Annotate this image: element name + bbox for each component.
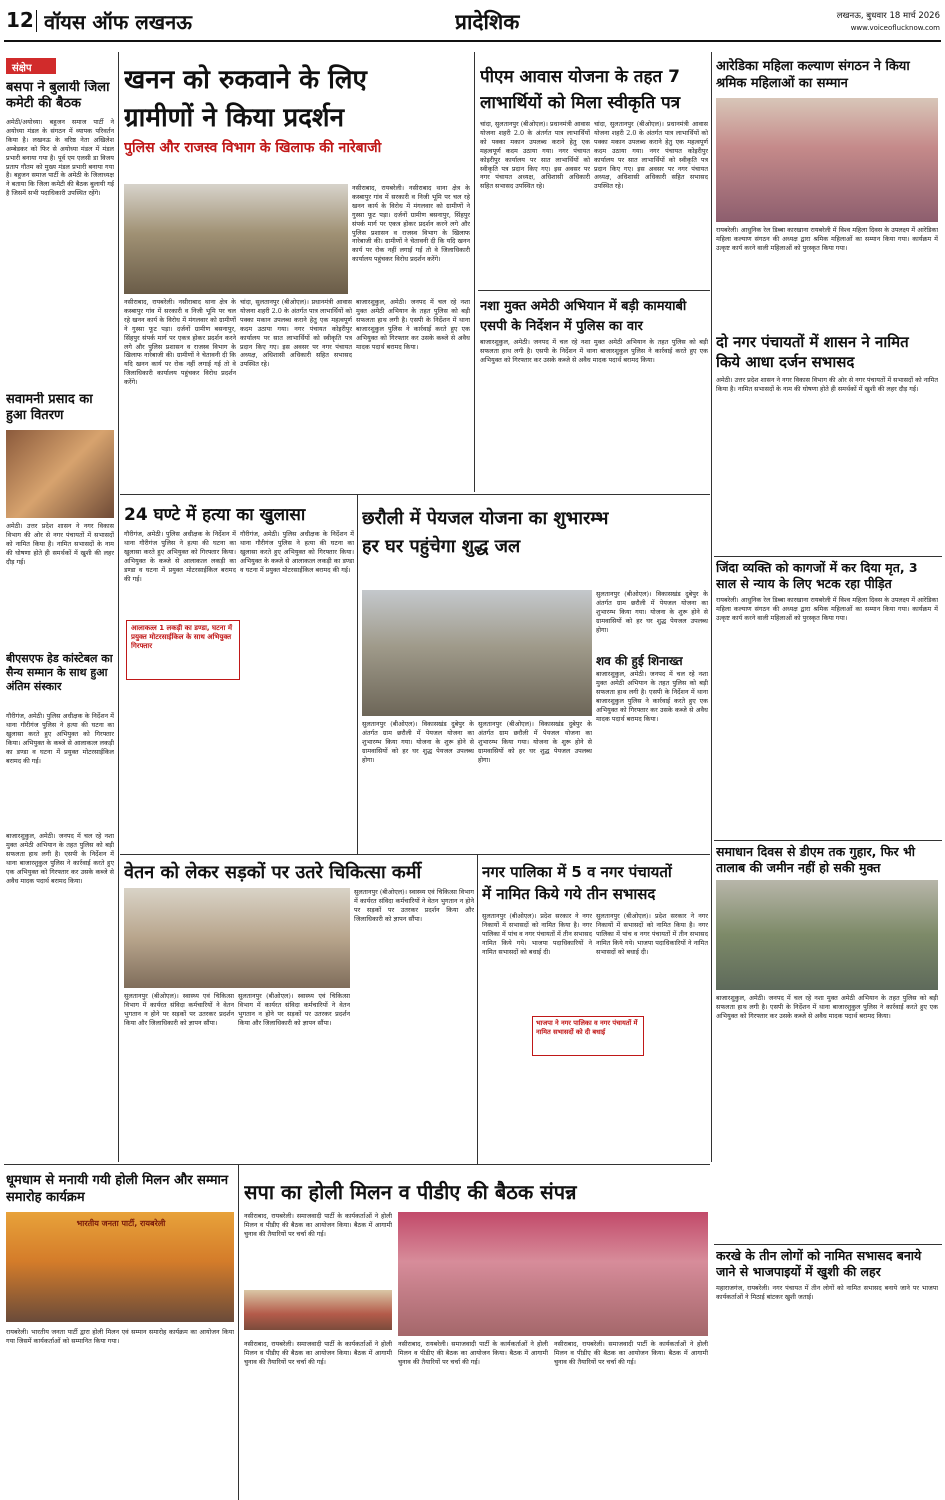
headline-shav: शव की हुई शिनाख्त bbox=[596, 654, 683, 668]
article-bsf: गौरीगंज, अमेठी। पुलिस अधीक्षक के निर्देशन में थाना गौरीगंज पुलिस ने हत्या की घटना का खुलासा करते हुए अभियुक्त को गिरफ्तार किया। अभियुक्त के कब्जे से आलाकत्ल लकड़ी का डण्डा व घटना में प्रयुक्त मोटरसाईकिल बरामद की गई। bbox=[6, 712, 114, 765]
article-nagarpanchayat: अमेठी। उत्तर प्रदेश शासन ने नगर विकास विभाग की ओर से नगर पंचायतों में सभासदों को नामित किया है। नामित सभासदों के नाम की घोषणा होते ही समर्थकों में खुशी की लहर दौड़ गई। bbox=[716, 376, 938, 393]
headline-nagarpanchayat-2: किये आधा दर्जन सभासद bbox=[716, 353, 855, 371]
sankshep-label: संक्षेप bbox=[6, 58, 56, 74]
hatya-callout-text: आलाकत्ल 1 लकड़ी का डण्डा, घटना में प्रयुक्त मोटरसाईकिल के साथ अभियुक्त गिरफ्तार bbox=[131, 624, 232, 650]
headline-samadhan: समाधान दिवस से डीएम तक गुहार, फिर भी तालाब की जमीन नहीं हो सकी मुक्त bbox=[716, 844, 916, 875]
article-samadhan: बाजारशुकुल, अमेठी। जनपद में चल रहे नशा मुक्त अमेठी अभियान के तहत पुलिस को बड़ी सफलता हाथ लगी है। एसपी के निर्देशन में थाना बाजारशुकुल पुलिस ने कार्रवाई करते हुए एक अभियुक्त को गिरफ्तार कर उसके कब्जे से अवैध मादक पदार्थ बरामद किया। bbox=[716, 994, 938, 1020]
section-name: प्रादेशिक bbox=[455, 10, 520, 34]
photo-dhoomdham bbox=[6, 1212, 234, 1322]
photo-sapa-1 bbox=[244, 1290, 392, 1330]
headline-hatya: 24 घण्टे में हत्या का खुलासा bbox=[124, 505, 306, 525]
article-pmawas-b: चांदा, सुलतानपुर (बीओएल)। प्रधानमंत्री आवास योजना शहरी 2.0 के अंतर्गत पात्र लाभार्थियों को पक्का मकान उपलब्ध कराने हेतु एक महत्वपूर्ण कदम उठाया गया। नगर पंचायत कोइरीपुर कार्यालय पर सात लाभार्थियों को स्वीकृति पत्र प्रदान किए गए। इस अवसर पर नगर पंचायत अध्यक्ष, अधिशासी अधिकारी सहित सभासद उपस्थित रहे। bbox=[594, 120, 708, 191]
headline-khanan-1: खनन को रुकवाने के लिए bbox=[124, 65, 367, 95]
headline-chhatauli-2: हर घर पहुंचेगा शुद्ध जल bbox=[362, 536, 521, 557]
col-rule-6 bbox=[238, 1164, 239, 1500]
photo-samadhan bbox=[716, 880, 938, 990]
article-khanan-b: नसीराबाद, रायबरेली। नसीराबाद थाना क्षेत्र के कस्बापुर गांव में सरकारी व निजी भूमि पर चल रहे खनन कार्य के विरोध में मंगलवार को ग्रामीणों ने गुस्सा फूट पड़ा। दर्जनों ग्रामीण बसनापुर, सिंहपुर संपर्क मार्ग पर एकत्र होकर प्रदर्शन करने लगे और पुलिस प्रशासन व राजस्व विभाग के खिलाफ नारेबाजी की। ग्रामीणों ने चेतावनी दी कि यदि खनन कार्य पर रोक नहीं लगाई गई तो वे जिलाधिकारी कार्यालय पहुंचकर विरोध प्रदर्शन करेंगे। bbox=[124, 298, 236, 387]
rule-hatya bbox=[120, 494, 710, 495]
article-shav: बाजारशुकुल, अमेठी। जनपद में चल रहे नशा मुक्त अमेठी अभियान के तहत पुलिस को बड़ी सफलता हाथ लगी है। एसपी के निर्देशन में थाना बाजारशुकुल पुलिस ने कार्रवाई करते हुए एक अभियुक्त को गिरफ्तार कर उसके कब्जे से अवैध मादक पदार्थ बरामद किया। bbox=[596, 670, 708, 723]
article-chhatauli-b: सुलतानपुर (बीओएल)। विकासखंड दुबेपुर के अंतर्गत ग्राम छरौली में पेयजल योजना का शुभारम्भ किया गया। योजना के शुरू होने से ग्रामवासियों को हर घर शुद्ध पेयजल उपलब्ध होगा। bbox=[478, 720, 592, 764]
headline-khanan-2: ग्रामीणों ने किया प्रदर्शन bbox=[124, 103, 345, 133]
headline-pmawas-2: लाभार्थियों को मिला स्वीकृति पत्र bbox=[480, 93, 681, 113]
col-rule-4 bbox=[357, 494, 358, 854]
article-basapa: अमेठी/अयोध्या। बहुजन समाज पार्टी ने अयोध्या मंडल के संगठन में व्यापक परिवर्तन किया है। लखनऊ के वरिष्ठ नेता अखिलेश अम्बेडकर को फिर से अयोध्या मंडल में मंडल प्रभारी बनाया गया है। पूर्व एम एलसी डा विजय प्रताप गौतम को मुख्य मंडल प्रभारी बनाया गया है। बहुजन समाज पार्टी के अमेठी के जिलाध्यक्ष ने बताया कि जिला कमेटी की बैठक बुलायी गई है जिसमें सभी पदाधिकारी उपस्थित रहेंगे। bbox=[6, 118, 114, 198]
article-nasha: बाजारशुकुल, अमेठी। जनपद में चल रहे नशा मुक्त अमेठी अभियान के तहत पुलिस को बड़ी सफलता हाथ लगी है। एसपी के निर्देशन में थाना बाजारशुकुल पुलिस ने कार्रवाई करते हुए एक अभियुक्त को गिरफ्तार कर उसके कब्जे से अवैध मादक पदार्थ बरामद किया। bbox=[480, 338, 708, 364]
article-khanan-d: बाजारशुकुल, अमेठी। जनपद में चल रहे नशा मुक्त अमेठी अभियान के तहत पुलिस को बड़ी सफलता हाथ लगी है। एसपी के निर्देशन में थाना बाजारशुकुल पुलिस ने कार्रवाई करते हुए एक अभियुक्त को गिरफ्तार कर उसके कब्जे से अवैध मादक पदार्थ बरामद किया। bbox=[356, 298, 470, 351]
article-vetan-c: सुलतानपुर (बीओएल)। स्वास्थ्य एवं चिकित्सा विभाग में कार्यरत संविदा कर्मचारियों ने वेतन भुगतान न होने पर सड़कों पर उतरकर प्रदर्शन किया और जिलाधिकारी को ज्ञापन सौंपा। bbox=[238, 992, 350, 1027]
article-pmawas: चांदा, सुलतानपुर (बीओएल)। प्रधानमंत्री आवास योजना शहरी 2.0 के अंतर्गत पात्र लाभार्थियों को पक्का मकान उपलब्ध कराने हेतु एक महत्वपूर्ण कदम उठाया गया। नगर पंचायत कोइरीपुर कार्यालय पर सात लाभार्थियों को स्वीकृति पत्र प्रदान किए गए। इस अवसर पर नगर पंचायत अध्यक्ष, अधिशासी अधिकारी सहित सभासद उपस्थित रहे। bbox=[480, 120, 590, 191]
article-hatya-b: गौरीगंज, अमेठी। पुलिस अधीक्षक के निर्देशन में थाना गौरीगंज पुलिस ने हत्या की घटना का खुलासा करते हुए अभियुक्त को गिरफ्तार किया। अभियुक्त के कब्जे से आलाकत्ल लकड़ी का डण्डा व घटना में प्रयुक्त मोटरसाईकिल बरामद की गई। bbox=[240, 530, 354, 574]
article-khanan-a: नसीराबाद, रायबरेली। नसीराबाद थाना क्षेत्र के कस्बापुर गांव में सरकारी व निजी भूमि पर चल रहे खनन कार्य के विरोध में मंगलवार को ग्रामीणों ने गुस्सा फूट पड़ा। दर्जनों ग्रामीण बसनापुर, सिंहपुर संपर्क मार्ग पर एकत्र होकर प्रदर्शन करने लगे और पुलिस प्रशासन व राजस्व विभाग के खिलाफ नारेबाजी की। ग्रामीणों ने चेतावनी दी कि यदि खनन कार्य पर रोक नहीं लगाई गई तो वे जिलाधिकारी कार्यालय पहुंचकर विरोध प्रदर्शन करेंगे। bbox=[352, 184, 470, 264]
article-vetan-a: सुलतानपुर (बीओएल)। स्वास्थ्य एवं चिकित्सा विभाग में कार्यरत संविदा कर्मचारियों ने वेतन भुगतान न होने पर सड़कों पर उतरकर प्रदर्शन किया और जिलाधिकारी को ज्ञापन सौंपा। bbox=[354, 888, 474, 923]
headline-nagarpalika-2: में नामित किये गये तीन सभासद bbox=[482, 885, 656, 903]
photo-savamani bbox=[6, 430, 114, 518]
headline-vetan: वेतन को लेकर सड़कों पर उतरे चिकित्सा कर्मी bbox=[124, 862, 422, 883]
headline-aredika: आरेडिका महिला कल्याण संगठन ने किया श्रमिक महिलाओं का सम्मान bbox=[716, 59, 910, 91]
hatya-callout bbox=[126, 620, 240, 680]
headline-karkhe: करखे के तीन लोगों को नामित सभासद बनाये जाने से भाजपाइयों में खुशी की लहर bbox=[716, 1248, 922, 1279]
banner-bjp: भारतीय जनता पार्टी, रायबरेली bbox=[76, 1219, 166, 1228]
article-zinda: रायबरेली। आधुनिक रेल डिब्बा कारखाना रायबरेली में विश्व महिला दिवस के उपलक्ष्य में आरेडिका महिला कल्याण संगठन की अध्यक्ष द्वारा श्रमिक महिलाओं का सम्मान किया गया। कार्यक्रम में उत्कृष्ट कार्य करने वाली महिलाओं को पुरस्कृत किया गया। bbox=[716, 596, 938, 622]
article-chhatauli-c: सुलतानपुर (बीओएल)। विकासखंड दुबेपुर के अंतर्गत ग्राम छरौली में पेयजल योजना का शुभारम्भ किया गया। योजना के शुरू होने से ग्रामवासियों को हर घर शुद्ध पेयजल उपलब्ध होगा। bbox=[596, 590, 708, 634]
rule-zinda bbox=[714, 556, 942, 557]
subhead-khanan: पुलिस और राजस्व विभाग के खिलाफ की नारेबाजी bbox=[124, 140, 382, 156]
col-rule-5 bbox=[477, 854, 478, 1164]
rule-pmawas bbox=[478, 290, 710, 291]
headline-sapa: सपा का होली मिलन व पीडीए की बैठक संपन्न bbox=[244, 1180, 577, 1204]
article-chhatauli-a: सुलतानपुर (बीओएल)। विकासखंड दुबेपुर के अंतर्गत ग्राम छरौली में पेयजल योजना का शुभारम्भ किया गया। योजना के शुरू होने से ग्रामवासियों को हर घर शुद्ध पेयजल उपलब्ध होगा। bbox=[362, 720, 474, 764]
photo-vetan bbox=[124, 888, 350, 988]
article-khanan-c: चांदा, सुलतानपुर (बीओएल)। प्रधानमंत्री आवास योजना शहरी 2.0 के अंतर्गत पात्र लाभार्थियों को पक्का मकान उपलब्ध कराने हेतु एक महत्वपूर्ण कदम उठाया गया। नगर पंचायत कोइरीपुर कार्यालय पर सात लाभार्थियों को स्वीकृति पत्र प्रदान किए गए। इस अवसर पर नगर पंचायत अध्यक्ष, अधिशासी अधिकारी सहित सभासद उपस्थित रहे। bbox=[240, 298, 352, 369]
website: www.voiceoflucknow.com bbox=[850, 24, 940, 32]
photo-sapa-2 bbox=[398, 1212, 708, 1336]
photo-aredika bbox=[716, 98, 938, 222]
headline-basapa: बसपा ने बुलायी जिला कमेटी की बैठक bbox=[6, 80, 110, 111]
nagarpalika-callout bbox=[532, 1016, 644, 1056]
article-sapa-c: नसीराबाद, रायबरेली। समाजवादी पार्टी के कार्यकर्ताओं ने होली मिलन व पीडीए की बैठक का आयोजन किया। बैठक में आगामी चुनाव की तैयारियों पर चर्चा की गई। bbox=[398, 1340, 548, 1366]
headline-bsf: बीएसएफ हेड कांस्टेबल का सैन्य सम्मान के साथ हुआ अंतिम संस्कार bbox=[6, 652, 113, 693]
headline-nasha-2: एसपी के निर्देशन में पुलिस का वार bbox=[480, 319, 643, 334]
headline-dhoomdham: धूमधाम से मनायी गयी होली मिलन और सम्मान समारोह कार्यक्रम bbox=[6, 1173, 229, 1205]
dateline-top: लखनऊ, बुधवार 18 मार्च 2026 bbox=[836, 11, 940, 21]
article-hatya-a: गौरीगंज, अमेठी। पुलिस अधीक्षक के निर्देशन में थाना गौरीगंज पुलिस ने हत्या की घटना का खुलासा करते हुए अभियुक्त को गिरफ्तार किया। अभियुक्त के कब्जे से आलाकत्ल लकड़ी का डण्डा व घटना में प्रयुक्त मोटरसाईकिल बरामद की गई। bbox=[124, 530, 236, 583]
nagarpalika-callout-text: भाजपा ने नगर पालिका व नगर पंचायतों में नामित सभासदों को दी बधाई bbox=[536, 1019, 638, 1036]
rule-bottom bbox=[4, 1164, 710, 1165]
col-rule-3 bbox=[711, 52, 712, 1162]
paper-name: वॉयस ऑफ लखनऊ bbox=[44, 10, 192, 34]
article-vetan-b: सुलतानपुर (बीओएल)। स्वास्थ्य एवं चिकित्सा विभाग में कार्यरत संविदा कर्मचारियों ने वेतन भुगतान न होने पर सड़कों पर उतरकर प्रदर्शन किया और जिलाधिकारी को ज्ञापन सौंपा। bbox=[124, 992, 234, 1027]
headline-nagarpalika-1: नगर पालिका में 5 व नगर पंचायतों bbox=[482, 863, 672, 881]
photo-khanan bbox=[124, 184, 348, 294]
rule-samadhan bbox=[714, 840, 942, 841]
headline-nasha-1: नशा मुक्त अमेठी अभियान में बड़ी कामयाबी bbox=[480, 299, 687, 314]
article-aredika: रायबरेली। आधुनिक रेल डिब्बा कारखाना रायबरेली में विश्व महिला दिवस के उपलक्ष्य में आरेडिका महिला कल्याण संगठन की अध्यक्ष द्वारा श्रमिक महिलाओं का सम्मान किया गया। कार्यक्रम में उत्कृष्ट कार्य करने वाली महिलाओं को पुरस्कृत किया गया। bbox=[716, 226, 938, 252]
headline-savamani: सवामनी प्रसाद का हुआ वितरण bbox=[6, 392, 93, 423]
headline-zinda: जिंदा व्यक्ति को कागजों में कर दिया मृत, 3 साल से न्याय के लिए भटक रहा पीड़ित bbox=[716, 560, 918, 591]
photo-chhatauli bbox=[362, 590, 592, 716]
masthead-divider bbox=[36, 10, 37, 32]
article-sapa-a: नसीराबाद, रायबरेली। समाजवादी पार्टी के कार्यकर्ताओं ने होली मिलन व पीडीए की बैठक का आयोजन किया। बैठक में आगामी चुनाव की तैयारियों पर चर्चा की गई। bbox=[244, 1212, 392, 1238]
rule-karkhe bbox=[714, 1244, 942, 1245]
masthead bbox=[0, 0, 945, 46]
article-nagarpalika-a: सुलतानपुर (बीओएल)। प्रदेश सरकार ने नगर निकायों में सभासदों को नामित किया है। नगर पालिका में पांच व नगर पंचायतों में तीन सभासद नामित किये गये। भाजपा पदाधिकारियों ने नामित सभासदों को बधाई दी। bbox=[482, 912, 592, 956]
article-savamani: अमेठी। उत्तर प्रदेश शासन ने नगर विकास विभाग की ओर से नगर पंचायतों में सभासदों को नामित किया है। नामित सभासदों के नाम की घोषणा होते ही समर्थकों में खुशी की लहर दौड़ गई। bbox=[6, 522, 114, 566]
article-dhoomdham: रायबरेली। भारतीय जनता पार्टी द्वारा होली मिलन एवं सम्मान समारोह कार्यक्रम का आयोजन किया गया जिसमें कार्यकर्ताओं को सम्मानित किया गया। bbox=[6, 1328, 234, 1345]
headline-chhatauli-1: छरौली में पेयजल योजना का शुभारम्भ bbox=[362, 508, 609, 529]
headline-nagarpanchayat-1: दो नगर पंचायतों में शासन ने नामित bbox=[716, 333, 909, 351]
article-sapa-d: नसीराबाद, रायबरेली। समाजवादी पार्टी के कार्यकर्ताओं ने होली मिलन व पीडीए की बैठक का आयोजन किया। बैठक में आगामी चुनाव की तैयारियों पर चर्चा की गई। bbox=[554, 1340, 708, 1366]
masthead-rule bbox=[4, 40, 941, 42]
page-number: 12 bbox=[6, 8, 34, 32]
rule-vetan bbox=[120, 854, 710, 855]
article-karkhe: महाराजगंज, रायबरेली। नगर पंचायत में तीन लोगों को नामित सभासद बनाये जाने पर भाजपा कार्यकर्ताओं ने मिठाई बांटकर खुशी जताई। bbox=[716, 1284, 938, 1301]
col-rule-1 bbox=[118, 52, 119, 1162]
col-rule-2 bbox=[474, 52, 475, 492]
article-nagarpalika-b: सुलतानपुर (बीओएल)। प्रदेश सरकार ने नगर निकायों में सभासदों को नामित किया है। नगर पालिका में पांच व नगर पंचायतों में तीन सभासद नामित किये गये। भाजपा पदाधिकारियों ने नामित सभासदों को बधाई दी। bbox=[596, 912, 708, 956]
article-sapa-b: नसीराबाद, रायबरेली। समाजवादी पार्टी के कार्यकर्ताओं ने होली मिलन व पीडीए की बैठक का आयोजन किया। बैठक में आगामी चुनाव की तैयारियों पर चर्चा की गई। bbox=[244, 1340, 392, 1366]
headline-pmawas-1: पीएम आवास योजना के तहत 7 bbox=[480, 67, 680, 87]
article-bsf-cont: बाजारशुकुल, अमेठी। जनपद में चल रहे नशा मुक्त अमेठी अभियान के तहत पुलिस को बड़ी सफलता हाथ लगी है। एसपी के निर्देशन में थाना बाजारशुकुल पुलिस ने कार्रवाई करते हुए एक अभियुक्त को गिरफ्तार कर उसके कब्जे से अवैध मादक पदार्थ बरामद किया। bbox=[6, 832, 114, 885]
